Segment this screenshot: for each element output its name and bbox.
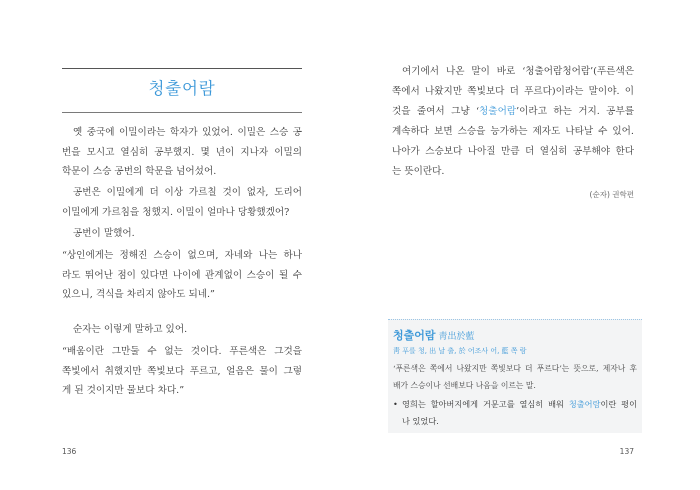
text-line: “배움이란 그만둘 수 없는 것이다. 푸른색은 그것을 xyxy=(62,346,302,357)
story-paragraph xyxy=(62,123,302,182)
page-number-right: 137 xyxy=(619,447,634,456)
text-segment: 영희는 할아버지에게 거문고를 열심히 배워 xyxy=(402,399,569,409)
text-segment: 이란 평이 xyxy=(600,399,637,409)
text-line: 순자는 이렇게 말하고 있어. xyxy=(73,324,188,335)
quote-paragraph xyxy=(62,342,302,401)
text-line: 나 있었다. xyxy=(402,416,439,426)
text-line: 게 된 것이지만 물보다 차다.” xyxy=(62,385,185,396)
highlighted-term: 청출어람 xyxy=(479,106,517,117)
text-line: 이밀에게 가르침을 청했지. 이밀이 얼마나 당황했겠어? xyxy=(62,206,290,218)
text-line: 쪽에서 나왔지만 쪽빛보다 더 푸르다)이라는 말이야. 이 xyxy=(392,86,634,97)
title-rule-top xyxy=(62,68,302,69)
text-line: ‘푸른색은 쪽에서 나왔지만 쪽빛보다 더 푸르다’는 뜻으로, 제자나 후 xyxy=(393,364,637,373)
source-citation: (순자) 권학편 xyxy=(589,190,634,199)
page-number-left: 136 xyxy=(62,447,77,456)
text-line: “상인에게는 정해진 스승이 없으며, 자네와 나는 하나 xyxy=(62,250,302,261)
text-line: 계속하다 보면 스승을 능가하는 제자도 나타날 수 있어. xyxy=(392,126,634,137)
text-segment: 것을 줄여서 그냥 ‘ xyxy=(392,106,480,117)
text-line: 학문이 스승 공번의 학문을 넘어섰어. xyxy=(62,166,217,177)
story-paragraph xyxy=(62,183,302,222)
text-line: 는 뜻이란다. xyxy=(392,166,445,177)
bullet-marker: • xyxy=(393,399,398,409)
text-line: 배가 스승이나 선배보다 나음을 이르는 말. xyxy=(393,380,536,390)
highlighted-term: 청출어람 xyxy=(568,399,601,409)
text-segment: ’이라고 하는 거지. 공부를 xyxy=(516,106,634,117)
story-paragraph xyxy=(62,224,302,244)
text-line: 라도 뛰어난 점이 있다면 나이에 관계없이 스승이 될 수 xyxy=(62,269,302,281)
text-line: 공번이 말했어. xyxy=(73,228,135,239)
example-sentence xyxy=(393,396,637,430)
text-line xyxy=(393,396,637,413)
text-line: 공번은 이밀에게 더 이상 가르칠 것이 없자, 도리어 xyxy=(73,187,302,198)
idiom-definition xyxy=(393,361,637,394)
title-rule-bottom xyxy=(62,112,302,113)
idiom-box-heading xyxy=(393,326,475,342)
explanation-paragraph xyxy=(392,62,634,182)
story-paragraph xyxy=(62,320,302,340)
text-line: 옛 중국에 이밀이라는 학자가 있었어. 이밀은 스승 공 xyxy=(73,127,302,138)
text-line: 나아가 스승보다 나아질 만큼 더 열심히 공부해야 한다 xyxy=(392,146,634,157)
idiom-hanja: 靑出於藍 xyxy=(438,332,475,342)
idiom-term: 청출어람 xyxy=(393,329,436,342)
text-line xyxy=(392,102,634,122)
text-line: 여기에서 나온 말이 바로 ‘청출어람청어람’(푸른색은 xyxy=(402,66,634,77)
text-line: 있으니, 격식을 차리지 않아도 되네.” xyxy=(62,289,215,300)
text-line: 번을 모시고 열심히 공부했지. 몇 년이 지나자 이밀의 xyxy=(62,146,302,158)
idiom-box xyxy=(388,319,642,433)
chapter-title: 청출어람 xyxy=(148,79,216,98)
text-line: 쪽빛에서 취했지만 쪽빛보다 푸르고, 얼음은 물이 그렇 xyxy=(62,365,302,377)
hanja-gloss: 靑 푸를 청, 出 날 출, 於 어조사 어, 藍 쪽 람 xyxy=(393,347,527,355)
quote-paragraph xyxy=(62,246,302,305)
